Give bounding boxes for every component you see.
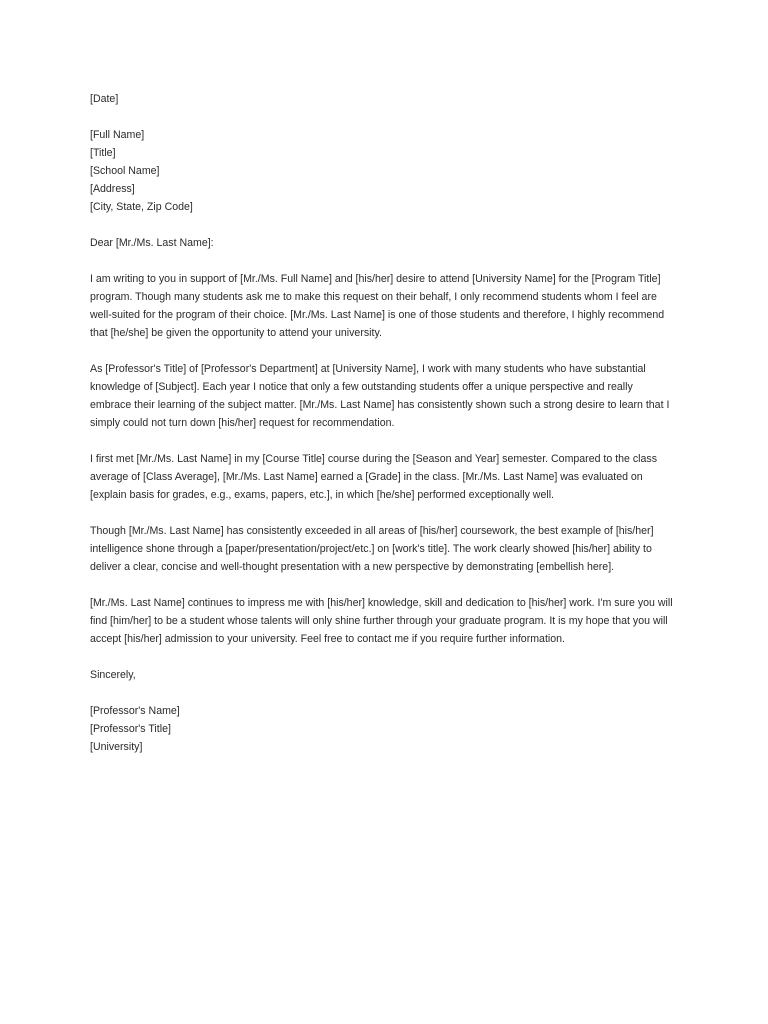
closing: Sincerely, [90, 669, 136, 681]
paragraph-line: Though [Mr./Ms. Last Name] has consistently exceeded in all areas of [his/her] coursework, the best example of [his/her] [90, 525, 654, 537]
body-paragraph-5 [90, 594, 673, 648]
recipient-block [90, 126, 660, 216]
paragraph-line: that [he/she] be given the opportunity to attend your university. [90, 327, 382, 339]
recipient-title: [Title] [90, 147, 116, 159]
paragraph-line: I first met [Mr./Ms. Last Name] in my [Course Title] course during the [Season and Year] semester. Compared to the class [90, 453, 658, 465]
paragraph-line: average of [Class Average], [Mr./Ms. Last Name] earned a [Grade] in the class. [Mr./Ms. Last Name] was evaluated on [90, 471, 643, 483]
recipient-full-name: [Full Name] [90, 129, 145, 141]
paragraph-line: deliver a clear, concise and well-thought presentation with a new perspective by demonstrating [embellish here]. [90, 561, 615, 573]
paragraph-line: well-suited for the program of their choice. [Mr./Ms. Last Name] is one of those students and therefore, I highly recommend [90, 309, 665, 321]
body-paragraph-4 [90, 522, 660, 576]
paragraph-line: simply could not turn down [his/her] request for recommendation. [90, 417, 395, 429]
body-paragraph-1 [90, 270, 665, 342]
paragraph-line: accept [his/her] admission to your university. Feel free to contact me if you require further information. [90, 633, 565, 645]
paragraph-line: As [Professor's Title] of [Professor's Department] at [University Name], I work with many students who have substantial [90, 363, 646, 375]
paragraph-line: program. Though many students ask me to make this request on their behalf, I only recommend students whom I feel are [90, 291, 657, 303]
paragraph-line: find [him/her] to be a student whose talents will only shine further through your graduate program. It is my hope that you will [90, 615, 668, 627]
paragraph-line: knowledge of [Subject]. Each year I notice that only a few outstanding students offer a unique perspective and really [90, 381, 633, 393]
paragraph-line: embrace their learning of the subject matter. [Mr./Ms. Last Name] has consistently shown such a strong desire to learn that I [90, 399, 670, 411]
body-paragraph-3 [90, 450, 660, 504]
body-paragraph-2 [90, 360, 670, 432]
letter-page [90, 90, 673, 756]
paragraph-line: [explain basis for grades, e.g., exams, papers, etc.], in which [he/she] performed exceptionally well. [90, 489, 555, 501]
salutation: Dear [Mr./Ms. Last Name]: [90, 237, 214, 249]
recipient-address: [Address] [90, 183, 135, 195]
paragraph-line: intelligence shone through a [paper/presentation/project/etc.] on [work's title]. The work clearly showed [his/her] ability to [90, 543, 652, 555]
signature-university: [University] [90, 741, 143, 753]
recipient-city-state-zip: [City, State, Zip Code] [90, 201, 193, 213]
signature-block [90, 702, 660, 756]
signature-professor-name: [Professor's Name] [90, 705, 180, 717]
paragraph-line: I am writing to you in support of [Mr./Ms. Full Name] and [his/her] desire to attend [University Name] for the [Program Title] [90, 273, 661, 285]
date-line: [Date] [90, 93, 119, 105]
recipient-school-name: [School Name] [90, 165, 160, 177]
signature-professor-title: [Professor's Title] [90, 723, 171, 735]
paragraph-line: [Mr./Ms. Last Name] continues to impress me with [his/her] knowledge, skill and dedication to [his/her] work. I'm sure you will [90, 597, 673, 609]
